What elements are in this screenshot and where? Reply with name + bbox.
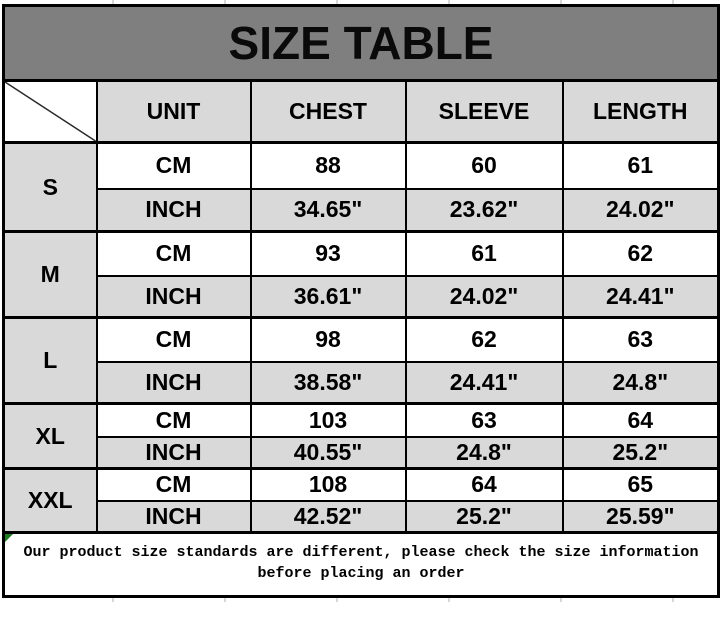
size-label: M (4, 232, 97, 318)
table-row (4, 276, 719, 318)
value-cell: 25.2" (563, 437, 719, 469)
unit-label: INCH (97, 501, 251, 533)
value-cell: 65 (563, 469, 719, 501)
size-table (2, 4, 720, 598)
unit-label: INCH (97, 437, 251, 469)
value-cell: 24.02" (563, 189, 719, 232)
value-cell: 34.65" (251, 189, 406, 232)
unit-label: CM (97, 232, 251, 276)
value-cell: 62 (406, 318, 563, 362)
table-row (4, 189, 719, 232)
size-label: L (4, 318, 97, 404)
unit-label: CM (97, 469, 251, 501)
value-cell: 23.62" (406, 189, 563, 232)
size-label: XXL (4, 469, 97, 533)
value-cell: 93 (251, 232, 406, 276)
table-row (4, 501, 719, 533)
value-cell: 103 (251, 404, 406, 437)
value-cell: 25.2" (406, 501, 563, 533)
value-cell: 64 (563, 404, 719, 437)
size-label: S (4, 143, 97, 232)
table-row (4, 533, 719, 597)
value-cell: 24.8" (563, 362, 719, 404)
unit-label: CM (97, 318, 251, 362)
table-row (4, 143, 719, 189)
unit-label: INCH (97, 362, 251, 404)
table-row (4, 232, 719, 276)
green-corner-marker-icon (5, 534, 13, 542)
value-cell: 61 (406, 232, 563, 276)
value-cell: 62 (563, 232, 719, 276)
value-cell: 63 (563, 318, 719, 362)
gridlines-bottom (2, 598, 719, 602)
table-row (4, 437, 719, 469)
footer-note-cell (4, 533, 719, 597)
table-row (4, 469, 719, 501)
unit-label: CM (97, 143, 251, 189)
page-title: SIZE TABLE (4, 6, 719, 81)
unit-label: CM (97, 404, 251, 437)
column-header-sleeve: SLEEVE (406, 81, 563, 143)
value-cell: 25.59" (563, 501, 719, 533)
value-cell: 24.8" (406, 437, 563, 469)
value-cell: 24.41" (563, 276, 719, 318)
value-cell: 24.41" (406, 362, 563, 404)
footer-note-line: Our product size standards are different, please check the size information (23, 544, 699, 561)
value-cell: 64 (406, 469, 563, 501)
column-header-length: LENGTH (563, 81, 719, 143)
footer-note-line: before placing an order (257, 565, 465, 582)
column-header-unit: UNIT (97, 81, 251, 143)
table-row (4, 6, 719, 81)
table-header-row (4, 81, 719, 143)
value-cell: 36.61" (251, 276, 406, 318)
corner-cell (4, 81, 97, 143)
diagonal-line-icon (5, 82, 96, 141)
table-row (4, 404, 719, 437)
value-cell: 24.02" (406, 276, 563, 318)
value-cell: 38.58" (251, 362, 406, 404)
value-cell: 40.55" (251, 437, 406, 469)
table-row (4, 318, 719, 362)
unit-label: INCH (97, 189, 251, 232)
value-cell: 98 (251, 318, 406, 362)
value-cell: 108 (251, 469, 406, 501)
size-label: XL (4, 404, 97, 469)
value-cell: 88 (251, 143, 406, 189)
value-cell: 61 (563, 143, 719, 189)
value-cell: 63 (406, 404, 563, 437)
column-header-chest: CHEST (251, 81, 406, 143)
table-row (4, 362, 719, 404)
value-cell: 60 (406, 143, 563, 189)
value-cell: 42.52" (251, 501, 406, 533)
unit-label: INCH (97, 276, 251, 318)
